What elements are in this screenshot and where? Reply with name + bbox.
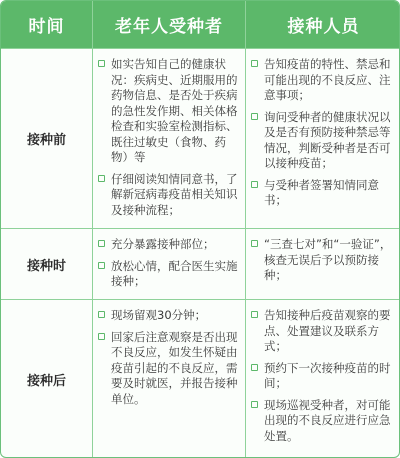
bullet-icon	[98, 262, 105, 269]
list-item: 与受种者签署知情同意书；	[251, 178, 395, 209]
header-elderly: 老年人受种者	[93, 1, 245, 48]
staff-after-list	[251, 308, 395, 450]
bullet-icon	[251, 401, 258, 408]
column-divider	[245, 1, 246, 457]
bullet-icon	[251, 181, 258, 188]
staff-before-list	[251, 57, 395, 215]
bullet-icon	[251, 113, 258, 120]
list-item: 如实告知自己的健康状况：疾病史、近期服用的药物信息、是否处于疾病的急性发作期、相关体格检查和实验室检测指标、既往过敏史（食物、药物）等	[98, 57, 242, 166]
list-item: 询问受种者的健康状况以及是否有预防接种禁忌等情况，判断受种者是否可以接种疫苗；	[251, 110, 395, 172]
row-label-during: 接种时	[26, 258, 66, 274]
list-item: 预约下一次接种疫苗的时间；	[251, 361, 395, 392]
bullet-icon	[98, 311, 105, 318]
bullet-icon	[98, 60, 105, 67]
row-label-after: 接种后	[26, 374, 66, 389]
bullet-icon	[98, 333, 105, 340]
elderly-after-list	[98, 308, 242, 413]
list-item: 告知接种后疫苗观察的要点、处置建议及联系方式；	[251, 308, 395, 355]
list-item: 现场巡视受种者，对可能出现的不良反应进行应急处置。	[251, 398, 395, 445]
list-item: 告知疫苗的特性、禁忌和可能出现的不良反应、注意事项；	[251, 57, 395, 104]
elderly-during-list	[98, 237, 242, 296]
list-item: 放松心情，配合医生实施接种；	[98, 259, 242, 290]
header-time: 时间	[1, 1, 92, 48]
list-item: “三查七对”和“一验证”，核查无误后予以预防接种；	[251, 237, 395, 284]
list-item: 现场留观30分钟；	[98, 308, 242, 324]
bullet-icon	[98, 175, 105, 182]
header-staff: 接种人员	[246, 1, 400, 48]
row-label-before: 接种前	[26, 133, 66, 148]
staff-during-list	[251, 237, 395, 290]
column-divider	[92, 1, 93, 457]
bullet-icon	[98, 240, 105, 247]
bullet-icon	[251, 311, 258, 318]
bullet-icon	[251, 240, 258, 247]
list-item: 充分暴露接种部位；	[98, 237, 242, 253]
elderly-before-list	[98, 57, 242, 224]
list-item: 回家后注意观察是否出现不良反应，如发生怀疑由疫苗引起的不良反应，需要及时就医，并报告接种单位。	[98, 330, 242, 408]
bullet-icon	[251, 60, 258, 67]
bullet-icon	[251, 364, 258, 371]
list-item: 仔细阅读知情同意书，了解新冠病毒疫苗相关知识及接种流程；	[98, 172, 242, 219]
